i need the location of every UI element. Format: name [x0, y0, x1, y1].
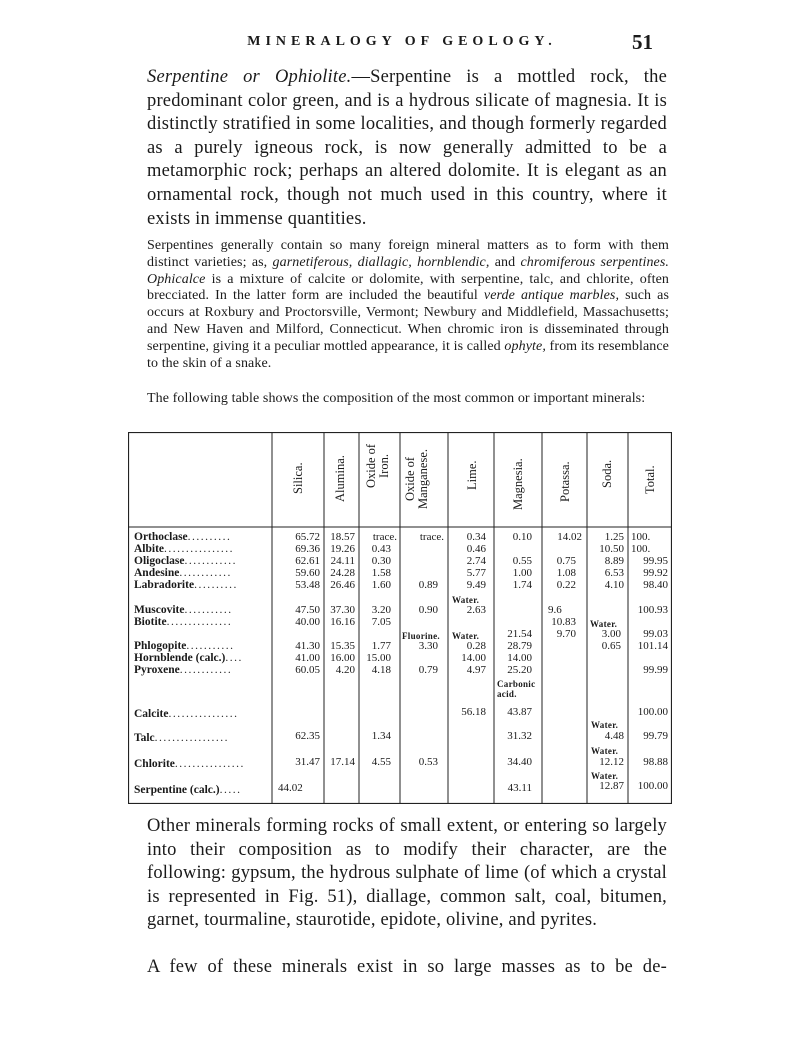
cell-chlorite-soda: 12.12 — [599, 756, 624, 768]
cell-pyroxene-lime: 4.97 — [466, 664, 486, 676]
cell-chlorite-total: 98.88 — [643, 756, 668, 768]
varieties-paragraph — [147, 238, 669, 372]
cell-phlogopite-silica: 41.30 — [295, 640, 320, 652]
cell-phlogopite-soda: 3.00 — [601, 628, 621, 640]
row-name-biotite: Biotite............... — [134, 616, 233, 628]
cell-calcite-lime: 56.18 — [461, 706, 486, 718]
cell-andesine-total: 99.92 — [643, 567, 668, 579]
cell-albite-soda: 10.50 — [599, 543, 624, 555]
cell-phlogopite-magnesia-2: 28.79 — [507, 640, 532, 652]
note-carbonic-acid: Carbonic acid. — [497, 679, 536, 699]
cell-albite-alumina: 19.26 — [330, 543, 355, 555]
cell-labradorite-iron: 1.60 — [371, 579, 391, 591]
varieties-text-1: Serpentines generally contain so many foreign mineral matters as to form with them distinct varieties; as, — [147, 238, 669, 270]
cell-chlorite-alumina: 17.14 — [330, 756, 355, 768]
cell-oligoclase-lime: 2.74 — [466, 555, 486, 567]
note-water-soda-serpentine: Water. — [591, 771, 619, 781]
cell-serpentine-soda: 12.87 — [599, 780, 624, 792]
row-name-talc: Talc................. — [134, 732, 230, 744]
cell-phlogopite-total: 99.03 — [643, 628, 668, 640]
page-number: 51 — [632, 30, 653, 54]
cell-talc-magnesia: 31.32 — [507, 730, 532, 742]
cell-albite-total: 100. — [631, 543, 651, 555]
note-water-soda-chlorite: Water. — [591, 746, 619, 756]
cell-hornblende-alumina: 16.00 — [330, 652, 355, 664]
cell-orthoclase-manganese: trace. — [419, 531, 444, 543]
cell-muscovite-alumina: 37.30 — [330, 604, 355, 616]
cell-labradorite-manganese: 0.89 — [418, 579, 438, 591]
cell-orthoclase-silica: 65.72 — [295, 531, 320, 543]
cell-chlorite-silica: 31.47 — [295, 756, 320, 768]
col-header-oxide-iron: Oxide of Iron. — [364, 443, 391, 489]
cell-serpentine-magnesia: 43.11 — [507, 782, 532, 794]
cell-phlogopite-lime: 0.28 — [466, 640, 486, 652]
row-name-orthoclase: Orthoclase.......... — [134, 531, 232, 543]
serpentine-paragraph — [147, 66, 667, 231]
cell-chlorite-manganese: 0.53 — [418, 756, 438, 768]
cell-biotite-iron: 7.05 — [371, 616, 391, 628]
cell-oligoclase-total: 99.95 — [643, 555, 668, 567]
cell-phlogopite-total-2: 101.14 — [637, 640, 668, 652]
cell-muscovite-silica: 47.50 — [295, 604, 320, 616]
varieties-text-4: chromiferous serpentines. Ophicalce — [147, 254, 669, 287]
cell-orthoclase-lime: 0.34 — [466, 531, 486, 543]
row-name-albite: Albite................ — [134, 543, 235, 555]
cell-hornblende-silica: 41.00 — [295, 652, 320, 664]
cell-orthoclase-soda: 1.25 — [604, 531, 624, 543]
cell-calcite-total: 100.00 — [637, 706, 668, 718]
serpentine-lead: Serpentine or Ophiolite. — [147, 67, 352, 87]
col-header-soda: Soda. — [600, 459, 614, 488]
cell-oligoclase-alumina: 24.11 — [330, 555, 355, 567]
cell-albite-iron: 0.43 — [371, 543, 391, 555]
cell-oligoclase-magnesia: 0.55 — [512, 555, 532, 567]
note-water-lime-muscovite: Water. — [452, 595, 480, 605]
col-header-silica: Silica. — [291, 462, 305, 494]
col-header-lime: Lime. — [465, 460, 479, 490]
cell-albite-silica: 69.36 — [295, 543, 320, 555]
cell-pyroxene-alumina: 4.20 — [335, 664, 355, 676]
cell-labradorite-potassa: 0.22 — [556, 579, 576, 591]
cell-phlogopite-iron: 1.77 — [371, 640, 391, 652]
varieties-text-6: verde antique marbles, — [483, 288, 620, 304]
cell-labradorite-alumina: 26.46 — [330, 579, 355, 591]
cell-orthoclase-total: 100. — [631, 531, 651, 543]
cell-hornblende-lime: 14.00 — [461, 652, 486, 664]
cell-phlogopite-alumina: 15.35 — [330, 640, 355, 652]
cell-phlogopite-manganese: 3.30 — [418, 640, 438, 652]
cell-calcite-magnesia: 43.87 — [507, 706, 532, 718]
cell-hornblende-magnesia: 14.00 — [507, 652, 532, 664]
cell-serpentine-silica: 44.02 — [278, 782, 303, 794]
col-header-total: Total. — [643, 465, 657, 494]
cell-phlogopite-soda-2: 0.65 — [601, 640, 621, 652]
cell-serpentine-total: 100.00 — [637, 780, 668, 792]
cell-muscovite-lime: 2.63 — [466, 604, 486, 616]
cell-andesine-silica: 59.60 — [295, 567, 320, 579]
composition-table — [128, 432, 672, 804]
cell-andesine-iron: 1.58 — [371, 567, 391, 579]
note-water-lime-phlogopite: Water. — [452, 631, 480, 641]
other-minerals-paragraph: Other minerals forming rocks of small extent, or entering so largely into their composition as to modify their character, are the following: gypsum, the hydrous sulphate of lime (of which a crystal is represented in Fig. 51), diallage, common salt, coal, bitumen, garnet, tourmaline, staurotide, epidote, olivine, and pyrites. — [147, 816, 667, 931]
row-name-phlogopite: Phlogopite........... — [134, 640, 235, 652]
varieties-text-7: such as occurs at Roxbury and Proctorsville, Vermont; Newbury and Middlefield, Massachusetts; and New Haven and Milford, Connecticut. When chromic iron is disseminated through serpentine, giving it a peculiar mottled appearance, it is called — [147, 288, 669, 354]
few-minerals-paragraph: A few of these minerals exist in so large masses as to be de- — [147, 957, 667, 977]
cell-muscovite-iron: 3.20 — [371, 604, 391, 616]
cell-orthoclase-potassa: 14.02 — [557, 531, 582, 543]
cell-muscovite-potassa: 9.6 — [548, 604, 562, 616]
cell-labradorite-total: 98.40 — [643, 579, 668, 591]
col-header-magnesia: Magnesia. — [511, 458, 525, 510]
cell-talc-silica: 62.35 — [295, 730, 320, 742]
cell-hornblende-iron: 15.00 — [366, 652, 391, 664]
note-water-soda-talc: Water. — [591, 720, 619, 730]
row-name-calcite: Calcite................ — [134, 708, 239, 720]
cell-andesine-alumina: 24.28 — [330, 567, 355, 579]
cell-orthoclase-iron: trace. — [372, 531, 397, 543]
table-intro-paragraph: The following table shows the composition of the most common or important minerals: — [147, 391, 646, 406]
cell-oligoclase-potassa: 0.75 — [556, 555, 576, 567]
cell-pyroxene-magnesia: 25.20 — [507, 664, 532, 676]
cell-orthoclase-magnesia: 0.10 — [512, 531, 532, 543]
cell-andesine-potassa: 1.08 — [556, 567, 576, 579]
col-header-alumina: Alumina. — [333, 455, 347, 502]
cell-chlorite-iron: 4.55 — [371, 756, 391, 768]
cell-labradorite-silica: 53.48 — [295, 579, 320, 591]
cell-andesine-soda: 6.53 — [604, 567, 624, 579]
cell-orthoclase-alumina: 18.57 — [330, 531, 355, 543]
cell-oligoclase-soda: 8.89 — [604, 555, 624, 567]
varieties-text-5: is a mixture of calcite or dolomite, with serpentine, talc, and chlorite, often brecciated. In the latter form are included the beautiful — [147, 271, 669, 304]
cell-albite-lime: 0.46 — [466, 543, 486, 555]
cell-biotite-silica: 40.00 — [295, 616, 320, 628]
note-fluorine: Fluorine. — [402, 631, 440, 641]
varieties-text-3: and — [489, 254, 521, 270]
cell-pyroxene-iron: 4.18 — [371, 664, 391, 676]
cell-pyroxene-total: 99.99 — [643, 664, 668, 676]
cell-andesine-magnesia: 1.00 — [512, 567, 532, 579]
row-name-chlorite: Chlorite................ — [134, 758, 245, 770]
cell-talc-total: 99.79 — [643, 730, 668, 742]
running-head: MINERALOGY OF GEOLOGY. — [247, 34, 557, 49]
varieties-text-9: from its resemblance to the skin of a snake. — [147, 338, 669, 371]
cell-oligoclase-iron: 0.30 — [371, 555, 391, 567]
cell-biotite-alumina: 16.16 — [330, 616, 355, 628]
cell-labradorite-magnesia: 1.74 — [512, 579, 532, 591]
cell-phlogopite-magnesia: 21.54 — [507, 628, 532, 640]
note-water-soda-biotite: Water. — [590, 619, 618, 629]
cell-talc-soda: 4.48 — [604, 730, 624, 742]
row-name-labradorite: Labradorite.......... — [134, 579, 238, 591]
cell-labradorite-soda: 4.10 — [604, 579, 624, 591]
cell-talc-iron: 1.34 — [371, 730, 391, 742]
cell-muscovite-manganese: 0.90 — [418, 604, 438, 616]
cell-chlorite-magnesia: 34.40 — [507, 756, 532, 768]
serpentine-body: —Serpentine is a mottled rock, the predominant color green, and is a hydrous silicate of magnesia. It is distinctly stratified in some localities, and though formerly regarded as a purely igneous rock, is now generally admitted to be a metamorphic rock; perhaps an altered dolomite. It is elegant as an ornamental rock, though not much used in this country, where it exists in immense quantities. — [147, 67, 667, 229]
row-name-serpentine: Serpentine (calc.)..... — [134, 784, 242, 796]
cell-phlogopite-potassa: 9.70 — [556, 628, 576, 640]
cell-biotite-potassa: 10.83 — [551, 616, 576, 628]
cell-andesine-lime: 5.77 — [466, 567, 486, 579]
varieties-text-8: ophyte, — [504, 338, 546, 354]
cell-labradorite-lime: 9.49 — [466, 579, 486, 591]
col-header-oxide-manganese: Oxide of Manganese. — [403, 448, 430, 510]
row-name-pyroxene: Pyroxene............ — [134, 664, 233, 676]
cell-muscovite-total: 100.93 — [637, 604, 668, 616]
col-header-potassa: Potassa. — [558, 461, 572, 502]
row-name-andesine: Andesine............ — [134, 567, 232, 579]
cell-pyroxene-manganese: 0.79 — [418, 664, 438, 676]
row-name-muscovite: Muscovite........... — [134, 604, 233, 616]
row-name-hornblende: Hornblende (calc.).... — [134, 652, 243, 664]
row-name-oligoclase: Oligoclase............ — [134, 555, 237, 567]
cell-oligoclase-silica: 62.61 — [295, 555, 320, 567]
cell-pyroxene-silica: 60.05 — [295, 664, 320, 676]
varieties-text-2: garnetiferous, diallagic, hornblendic, — [272, 254, 490, 270]
